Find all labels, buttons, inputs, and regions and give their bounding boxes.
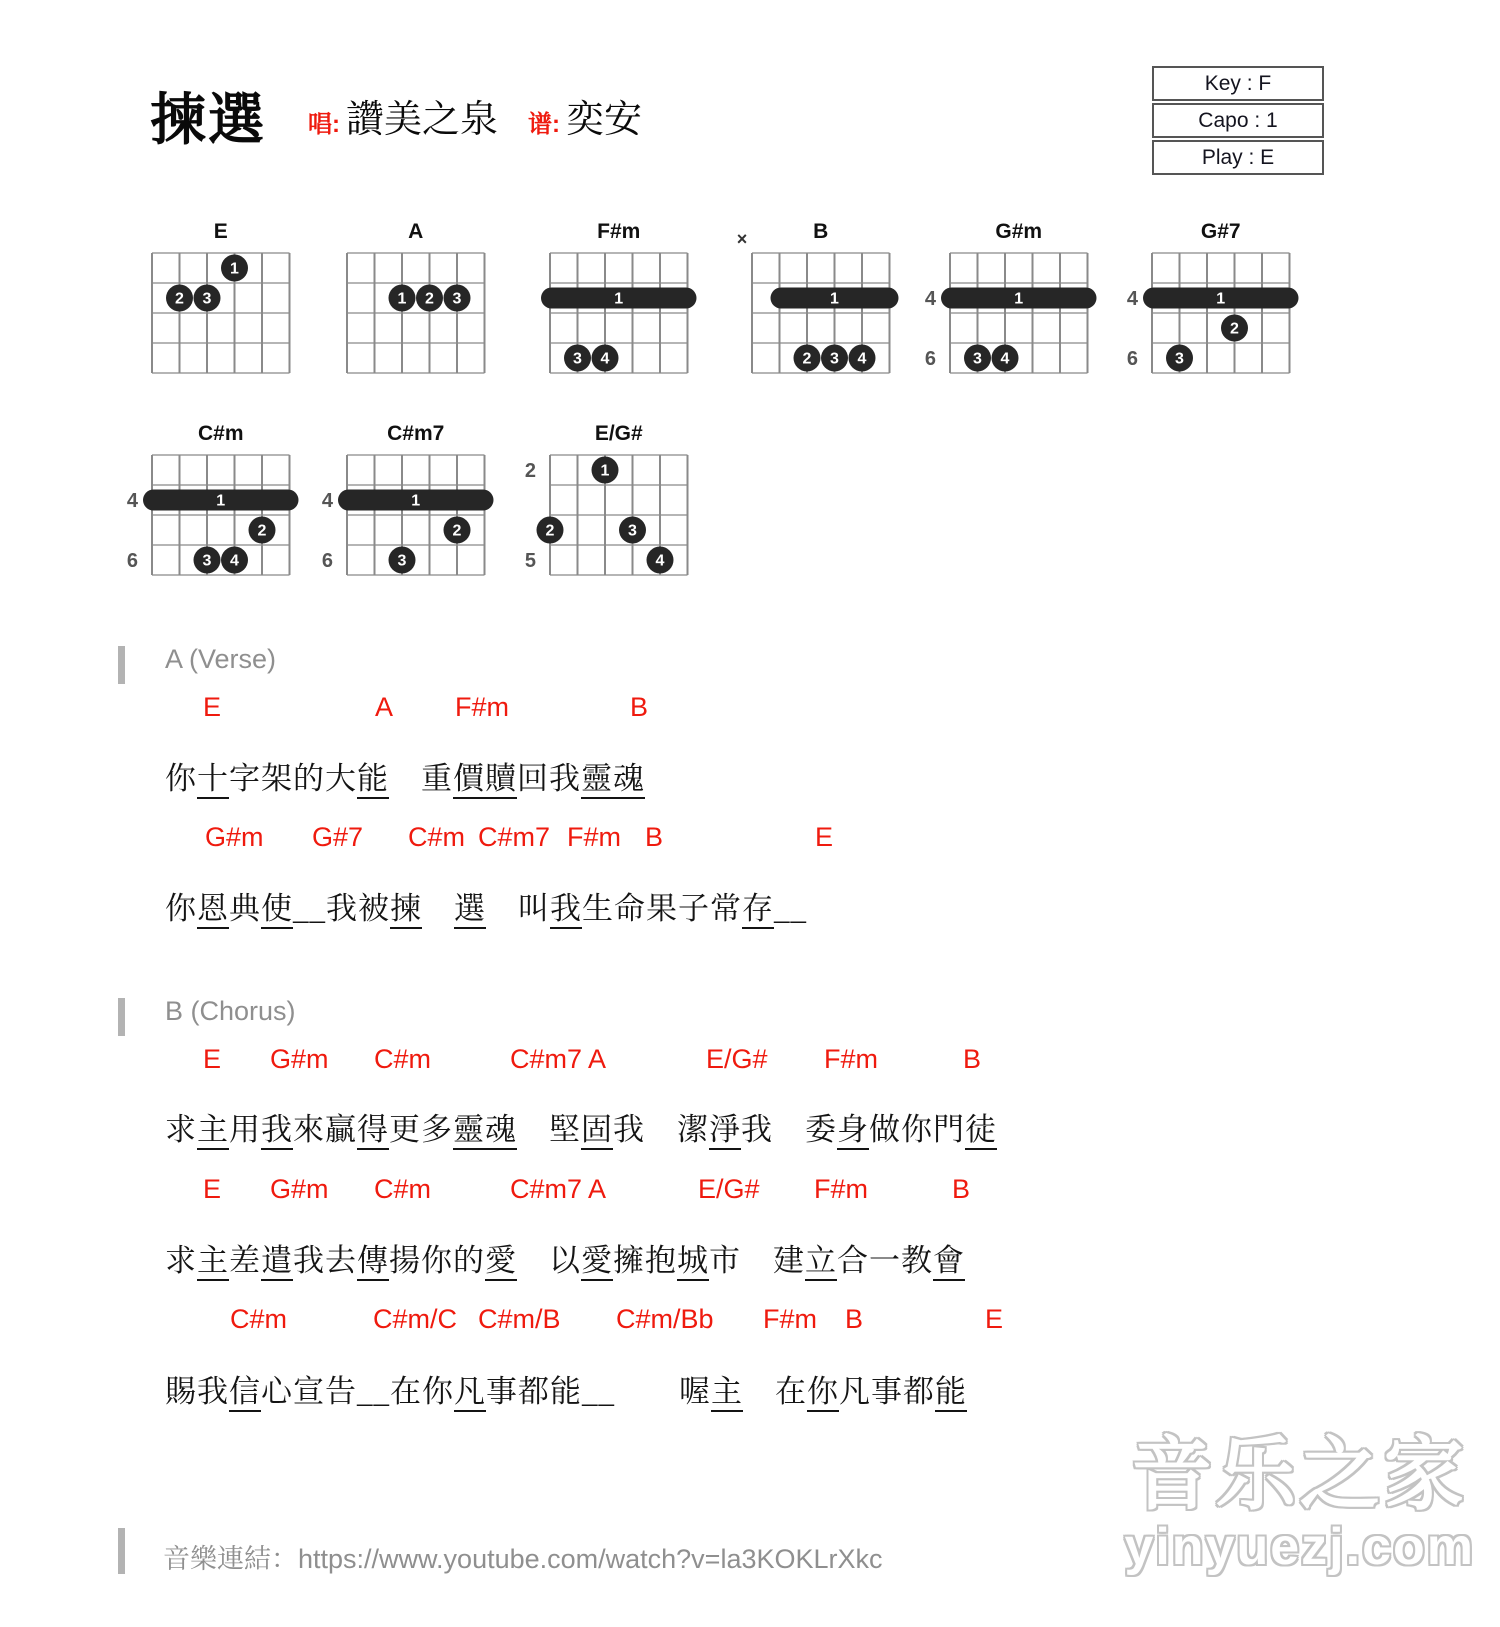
lyric-segment [422, 891, 454, 926]
chord-name: G#7 [1200, 220, 1241, 243]
finger-number: 1 [230, 260, 239, 278]
arranger-label: 谱: [528, 111, 561, 138]
song-title: 揀選 [150, 90, 266, 152]
chord-symbol: C#m/C [373, 1304, 458, 1334]
lyric-segment: 堅 [517, 1112, 581, 1147]
lyric-segment: 來贏 [293, 1112, 357, 1147]
lyric-segment: 得 [357, 1112, 389, 1150]
finger-number: 2 [175, 290, 184, 308]
lyric-segment: 揚你的 [389, 1243, 485, 1278]
fret-number: 6 [1126, 348, 1138, 370]
section-verse-label: A (Verse) [165, 644, 277, 674]
chord-symbol: E [203, 692, 222, 722]
credits [308, 88, 642, 143]
lyric-segment: 固 [581, 1112, 613, 1150]
fret-number: 4 [924, 288, 936, 310]
verse-section-bar [118, 646, 125, 684]
barre-finger-number: 1 [830, 290, 839, 308]
chord-symbol: B [645, 822, 664, 852]
chord-line [0, 1044, 1500, 1076]
lyric-segment: 凡事都 [839, 1374, 935, 1409]
lyric-line [165, 753, 645, 798]
music-link: 音樂連結：https://www.youtube.com/watch?v=la3KOKLrXkc [163, 1544, 883, 1574]
play-row: Play : E [1152, 140, 1324, 175]
chord-symbol: E/G# [698, 1174, 760, 1204]
chord-name: B [813, 220, 829, 243]
finger-number: 4 [600, 350, 610, 368]
chord-symbol: E [815, 822, 834, 852]
lyric-segment: 我去 [293, 1243, 357, 1278]
lyric-segment: 存 [742, 891, 774, 929]
lyric-segment: 十 [197, 761, 229, 799]
lyric-segment: 徒 [965, 1112, 997, 1150]
finger-number: 3 [628, 522, 637, 540]
chord-grid [490, 218, 720, 390]
finger-number: 2 [802, 350, 812, 368]
chord-symbol: C#m7 [510, 1174, 583, 1204]
finger-number: 4 [1000, 350, 1010, 368]
lyric-segment: 城 [677, 1243, 709, 1281]
chord-symbol: C#m [374, 1044, 432, 1074]
finger-number: 3 [1175, 350, 1184, 368]
barre-finger-number: 1 [1014, 290, 1024, 308]
chord-diagram [1092, 218, 1322, 390]
chord-symbol: F#m [455, 692, 509, 722]
chord-symbol: G#m [205, 822, 264, 852]
chord-symbol: F#m [763, 1304, 817, 1334]
chord-name: E [213, 220, 228, 243]
lyric-segment: 字架的大 [229, 761, 357, 796]
finger-number: 3 [397, 552, 407, 570]
lyric-segment: __ [293, 891, 326, 926]
key-info-box [1152, 66, 1324, 177]
chord-diagram [890, 218, 1120, 390]
lyric-segment: 我 [261, 1112, 293, 1150]
lyric-segment: 你 [807, 1374, 839, 1412]
lyric-segment: 你 [165, 891, 197, 926]
lyric-segment: 能 [935, 1374, 967, 1412]
lyric-segment: 合一教 [837, 1243, 933, 1278]
lyric-segment: 信 [229, 1374, 261, 1412]
lyric-segment: 回我 [517, 761, 581, 796]
lyric-segment: 差 [229, 1243, 261, 1278]
finger-number: 1 [397, 290, 407, 308]
chord-symbol: A [588, 1174, 607, 1204]
finger-number: 2 [257, 522, 267, 540]
watermark-domain: yinyuezj.com [1124, 1518, 1475, 1576]
chord-symbol: B [630, 692, 649, 722]
lyric-segment: 我 潔 [613, 1112, 709, 1147]
lyric-segment: 賜我 [165, 1374, 229, 1409]
barre-finger-number: 1 [216, 492, 226, 510]
lyric-segment: 主 [711, 1374, 743, 1412]
lyric-segment: 重 [389, 761, 453, 796]
chord-symbol: B [963, 1044, 982, 1074]
chord-grid [490, 420, 720, 592]
lyric-segment: 我 委 [741, 1112, 837, 1147]
lyric-segment: 典 [229, 891, 261, 926]
lyric-segment: __ [357, 1374, 390, 1409]
finger-number: 3 [202, 552, 212, 570]
lyric-segment: 選 [454, 891, 486, 929]
chord-symbol: B [845, 1304, 864, 1334]
chord-symbol: B [952, 1174, 971, 1204]
chord-symbol: C#m7 [478, 822, 551, 852]
chord-diagram [287, 218, 517, 390]
lyric-segment: 喔 [615, 1374, 711, 1409]
finger-number: 1 [600, 462, 610, 480]
lyric-segment: 用 [229, 1112, 261, 1147]
chord-symbol: C#m/Bb [616, 1304, 714, 1334]
chord-name: G#m [995, 220, 1043, 243]
lyric-segment: 事都能 [486, 1374, 582, 1409]
chord-name: E/G# [594, 422, 643, 445]
barre-finger-number: 1 [411, 492, 421, 510]
lyric-segment: 遣 [261, 1243, 293, 1281]
lyric-segment: 淨 [709, 1112, 741, 1150]
lyric-segment: 贖 [485, 761, 517, 799]
lyric-segment: 凡 [454, 1374, 486, 1412]
finger-number: 3 [573, 350, 582, 368]
watermark [1124, 1432, 1475, 1576]
lyric-segment: 會 [933, 1243, 965, 1281]
chord-diagram [490, 218, 720, 390]
chorus-section-bar [118, 998, 125, 1036]
chord-symbol: G#7 [312, 822, 364, 852]
finger-number: 3 [973, 350, 982, 368]
chord-symbol: E/G# [706, 1044, 768, 1074]
lyric-segment: 靈 [453, 1112, 485, 1150]
chord-symbol: F#m [567, 822, 621, 852]
finger-number: 3 [830, 350, 839, 368]
lyric-segment: 能 [357, 761, 389, 799]
chord-name: A [408, 220, 424, 243]
finger-number: 2 [1230, 320, 1239, 338]
lyric-segment: 你 [165, 761, 197, 796]
fret-number: 4 [1126, 288, 1138, 310]
chord-symbol: C#m [374, 1174, 432, 1204]
watermark-logo: 音乐之家 [1131, 1430, 1468, 1519]
lyric-segment: 心宣告 [261, 1374, 357, 1409]
chord-symbol: G#m [270, 1174, 329, 1204]
fret-number: 2 [524, 460, 536, 482]
lyric-segment: 立 [805, 1243, 837, 1281]
barre-finger-number: 1 [1216, 290, 1226, 308]
lyric-line [165, 1104, 997, 1149]
chord-diagram [490, 420, 720, 592]
lyric-segment: 叫 [486, 891, 550, 926]
chord-symbol: G#m [270, 1044, 329, 1074]
finger-number: 4 [655, 552, 665, 570]
finger-number: 3 [202, 290, 212, 308]
lyric-line [165, 883, 807, 928]
key-row: Key : F [1152, 66, 1324, 101]
lyric-segment: 求 [165, 1112, 197, 1147]
chord-grid [1092, 218, 1322, 390]
lyric-segment: 市 建 [709, 1243, 805, 1278]
fret-number: 6 [126, 550, 138, 572]
chord-symbol: C#m7 [510, 1044, 583, 1074]
chord-grid [287, 218, 517, 390]
finger-number: 3 [452, 290, 462, 308]
fret-number: 6 [924, 348, 936, 370]
lyric-segment: 恩 [197, 891, 229, 929]
finger-number: 2 [425, 290, 434, 308]
chord-line [0, 1174, 1500, 1206]
finger-number: 2 [545, 522, 555, 540]
chord-line [0, 822, 1500, 854]
lyric-segment: 以 [517, 1243, 581, 1278]
arranger-name: 奕安 [566, 99, 643, 141]
lyric-segment: 愛 [485, 1243, 517, 1281]
chord-name: C#m [197, 422, 244, 445]
chord-grid [692, 218, 922, 390]
lyric-segment: 在你 [390, 1374, 454, 1409]
barre-finger-number: 1 [614, 290, 624, 308]
lyric-segment: 揀 [390, 891, 422, 929]
chord-symbol: A [375, 692, 394, 722]
chord-symbol: C#m [408, 822, 466, 852]
lyric-segment: 在 [743, 1374, 807, 1409]
lyric-line [165, 1235, 965, 1280]
fret-number: 6 [321, 550, 333, 572]
chord-symbol: C#m [230, 1304, 288, 1334]
singer-label: 唱: [308, 111, 340, 138]
chord-line [0, 1304, 1500, 1336]
lyric-segment: 做你門 [869, 1112, 965, 1147]
lyric-segment: __ [582, 1374, 615, 1409]
chord-symbol: E [203, 1044, 222, 1074]
lyric-segment: 主 [197, 1112, 229, 1150]
chord-symbol: E [985, 1304, 1004, 1334]
lyric-segment: 我 [550, 891, 582, 929]
lyric-segment: 求 [165, 1243, 197, 1278]
chord-name: F#m [597, 220, 641, 243]
lyric-segment: 擁抱 [613, 1243, 677, 1278]
chord-grid [890, 218, 1120, 390]
finger-number: 2 [452, 522, 462, 540]
fret-number: 4 [126, 490, 138, 512]
chord-name: C#m7 [387, 422, 445, 445]
lyric-line [165, 1366, 967, 1411]
chord-line [0, 692, 1500, 724]
chord-symbol: C#m/B [478, 1304, 561, 1334]
capo-row: Capo : 1 [1152, 103, 1324, 138]
chord-symbol: A [588, 1044, 607, 1074]
lyric-segment: 生命果子常 [582, 891, 742, 926]
chord-diagram [692, 218, 922, 390]
lyric-segment: 魂 [613, 761, 645, 799]
chord-symbol: F#m [824, 1044, 878, 1074]
lyric-segment: 身 [837, 1112, 869, 1150]
chord-grid [287, 420, 517, 592]
fret-number: 5 [524, 550, 536, 572]
section-chorus-label: B (Chorus) [165, 996, 296, 1026]
lyric-segment: 更多 [389, 1112, 453, 1147]
lyric-segment: 傳 [357, 1243, 389, 1281]
singer-name: 讚美之泉 [346, 99, 499, 141]
lyric-segment: 主 [197, 1243, 229, 1281]
lyric-segment: 我被 [326, 891, 390, 926]
link-section-bar [118, 1528, 125, 1574]
lyric-segment: __ [774, 891, 807, 926]
finger-number: 4 [230, 552, 239, 570]
finger-number: 4 [857, 350, 867, 368]
chord-symbol: E [203, 1174, 222, 1204]
chord-diagram [287, 420, 517, 592]
lyric-segment: 愛 [581, 1243, 613, 1281]
lyric-segment: 魂 [485, 1112, 517, 1150]
lyric-segment: 靈 [581, 761, 613, 799]
chord-symbol: F#m [814, 1174, 868, 1204]
lyric-segment: 使 [261, 891, 293, 929]
fret-number: 4 [321, 490, 333, 512]
mute-icon: × [736, 229, 748, 249]
lyric-segment: 價 [453, 761, 485, 799]
